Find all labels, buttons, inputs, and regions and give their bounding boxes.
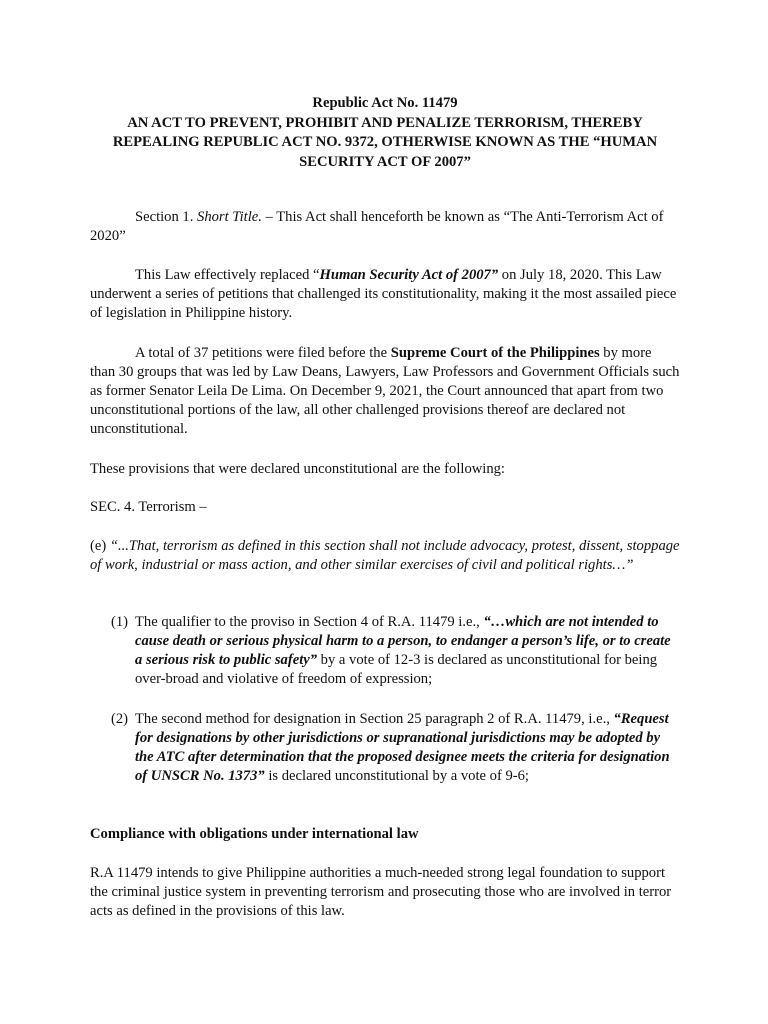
short-title-label: Short Title.: [197, 209, 262, 225]
petitions-post: by more than 30 groups that was led by Law Deans, Lawyers, Law Professors and Government Officials such as former Senator Leila De Lima. On December 9, 2021, the Court announced that apart from two unconstitutional portions of the law, all other challenged provisions thereof are declared not unconstitutional.: [90, 345, 680, 437]
document-title: [90, 94, 680, 172]
provisions-intro: These provisions that were declared unconstitutional are the following:: [90, 461, 505, 477]
proviso-text: “...That, terrorism as defined in this section shall not include advocacy, protest, dissent, stoppage of work, industrial or mass action, and other similar exercises of civil and political rights…”: [90, 538, 680, 573]
section-1-text: – This Act shall henceforth be known as “The Anti-Terrorism Act of 2020”: [90, 209, 664, 244]
list-item-quote: “…which are not intended to cause death or serious physical harm to a person, to endanger a person’s life, or to create a serious risk to public safety”: [135, 614, 671, 668]
list-item-pre: The qualifier to the proviso in Section 4 of R.A. 11479 i.e.,: [135, 614, 484, 630]
list-item-1: [111, 613, 681, 689]
list-item-post: is declared unconstitutional by a vote of 9-6;: [264, 768, 529, 784]
title-line-1: AN ACT TO PREVENT, PROHIBIT AND PENALIZE TERRORISM, THEREBY: [127, 114, 643, 131]
list-item-quote: “Request for designations by other jurisdictions or supranational jurisdictions may be adopted by the ATC after determination that the proposed designee meets the criteria for designation of UNSCR No. 1373”: [135, 711, 670, 784]
list-item-pre: The second method for designation in Section 25 paragraph 2 of R.A. 11479, i.e.,: [135, 711, 614, 727]
list-item-text: [135, 613, 681, 689]
list-item-2: [111, 710, 681, 786]
section-1-prefix: Section 1.: [135, 209, 198, 225]
replaced-post: on July 18, 2020. This Law underwent a series of petitions that challenged its constitutionality, making it the most assailed piece of legislation in Philippine history.: [90, 267, 677, 321]
sec4-heading: SEC. 4. Terrorism –: [90, 499, 207, 515]
proviso-paragraph: [90, 537, 680, 575]
replaced-pre: This Law effectively replaced “: [135, 267, 320, 283]
list-item-post: by a vote of 12-3 is declared as unconstitutional for being over-broad and violative of freedom of expression;: [135, 652, 658, 687]
list-item-number: (2): [111, 711, 129, 727]
replaced-paragraph: [90, 266, 680, 323]
act-number: Republic Act No. 11479: [312, 95, 458, 111]
supreme-court-name: Supreme Court of the Philippines: [390, 345, 600, 361]
proviso-label: (e): [90, 538, 110, 554]
petitions-pre: A total of 37 petitions were filed before the: [135, 345, 391, 361]
list-item-number: (1): [111, 614, 129, 630]
section-1-paragraph: [90, 208, 680, 246]
title-line-3: SECURITY ACT OF 2007”: [299, 153, 471, 170]
title-line-2: REPEALING REPUBLIC ACT NO. 9372, OTHERWISE KNOWN AS THE “HUMAN: [112, 134, 658, 150]
compliance-paragraph: R.A 11479 intends to give Philippine authorities a much-needed strong legal foundation to support the criminal justice system in preventing terrorism and prosecuting those who are involved in terror acts as defined in the provisions of this law.: [90, 865, 672, 919]
petitions-paragraph: [90, 344, 680, 439]
list-item-text: [135, 710, 681, 786]
replaced-act-name: Human Security Act of 2007”: [319, 267, 499, 283]
compliance-heading: Compliance with obligations under international law: [90, 826, 419, 842]
